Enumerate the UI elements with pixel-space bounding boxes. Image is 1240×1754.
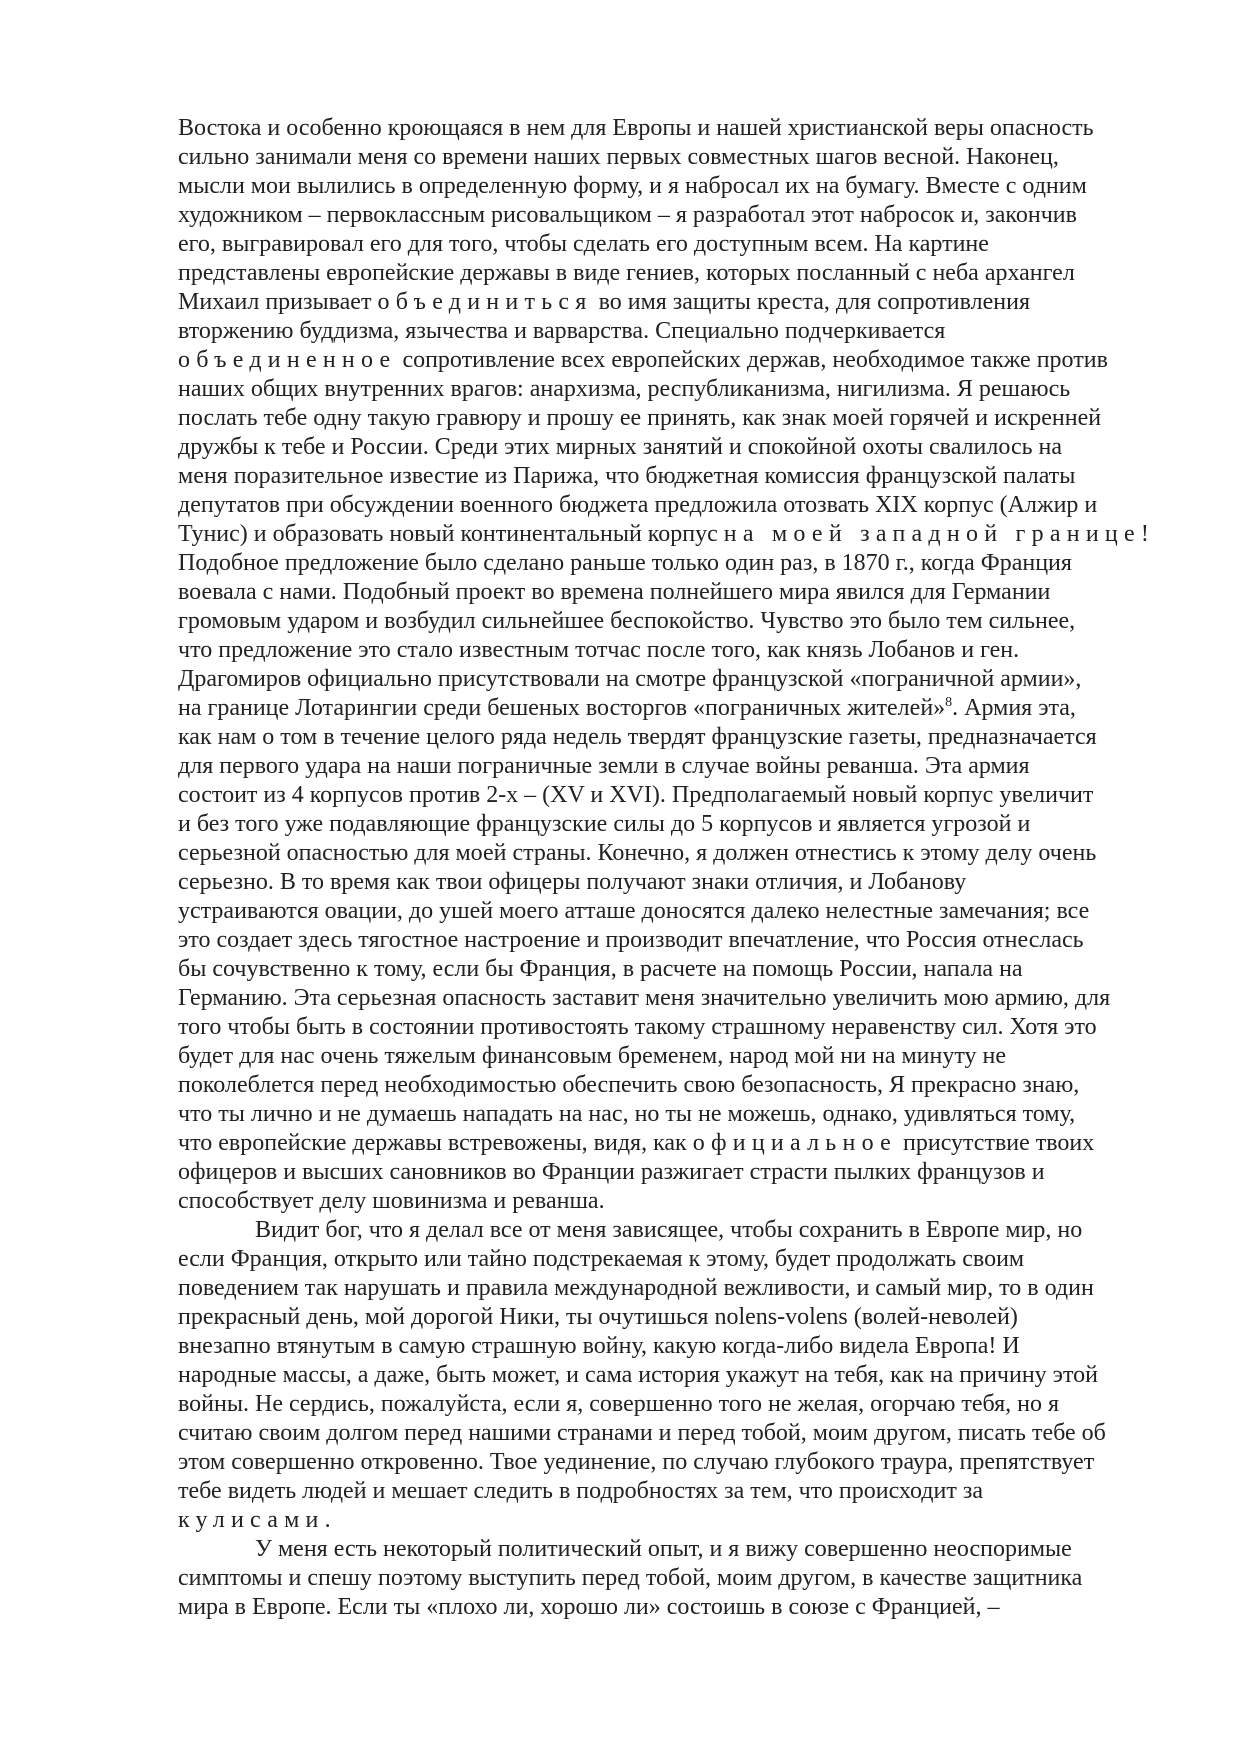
text-line: этом совершенно откровенно. Твое уединение, по случаю глубокого траура, препятствует: [178, 1449, 1095, 1475]
text-line: Подобное предложение было сделано раньше только один раз, в 1870 г., когда Франция: [178, 550, 1072, 576]
text-line: что предложение это стало известным тотчас после того, как князь Лобанов и ген.: [178, 637, 1020, 663]
text-line: тебе видеть людей и мешает следить в подробностях за тем, что происходит за: [178, 1478, 983, 1504]
text-line: [178, 288, 1158, 317]
text-line: если Франция, открыто или тайно подстрекаемая к этому, будет продолжать своим: [178, 1246, 1025, 1272]
text-line: что ты лично и не думаешь нападать на нас, но ты не можешь, однако, удивляться тому,: [178, 1101, 1076, 1127]
paragraph-1: [178, 114, 1158, 1216]
text-line: [178, 346, 1158, 375]
text-segment: Михаил призывает: [178, 289, 378, 315]
text-segment: на границе Лотарингии среди бешеных восторгов «пограничных жителей»: [178, 695, 946, 721]
text-line: для первого удара на наши пограничные земли в случае войны реванша. Эта армия: [178, 753, 1030, 779]
spaced-emphasis: объединенное: [178, 347, 397, 373]
spaced-emphasis: на моей западной границе!: [723, 521, 1156, 547]
text-line: внезапно втянутым в самую страшную войну, какую когда-либо видела Европа! И: [178, 1333, 1020, 1359]
text-line: депутатов при обсуждении военного бюджета предложила отозвать XIX корпус (Алжир и: [178, 492, 1098, 518]
footnote-reference: 8: [945, 695, 953, 710]
text-line: Драгомиров официально присутствовали на смотре французской «пограничной армии»,: [178, 666, 1082, 692]
text-line: и без того уже подавляющие французские силы до 5 корпусов и является угрозой и: [178, 811, 1031, 837]
text-line: серьезной опасностью для моей страны. Конечно, я должен отнестись к этому делу очень: [178, 840, 1097, 866]
text-line: прекрасный день, мой дорогой Ники, ты очутишься nolens-volens (волей-неволей): [178, 1304, 1018, 1330]
text-line: способствует делу шовинизма и реванша.: [178, 1188, 605, 1214]
text-segment: сопротивление всех европейских держав, необходимое также против: [396, 347, 1108, 373]
document-page: [178, 114, 1158, 1622]
text-line: поведением так нарушать и правила международной вежливости, и самый мир, то в один: [178, 1275, 1094, 1301]
spaced-emphasis: официальное: [692, 1130, 897, 1156]
text-line: поколеблется перед необходимостью обеспечить свою безопасность, Я прекрасно знаю,: [178, 1072, 1080, 1098]
text-line: представлены европейские державы в виде гениев, которых посланный с неба архангел: [178, 260, 1075, 286]
text-segment: присутствие твоих: [897, 1130, 1095, 1156]
text-line: будет для нас очень тяжелым финансовым бременем, народ мой ни на минуту не: [178, 1043, 1007, 1069]
text-line: художником – первоклассным рисовальщиком – я разработал этот набросок и, закончив: [178, 202, 1077, 228]
text-line: [178, 1129, 1158, 1158]
text-line: дружбы к тебе и России. Среди этих мирных занятий и спокойной охоты свалилось на: [178, 434, 1063, 460]
text-segment: во имя защиты креста, для сопротивления: [592, 289, 1030, 315]
text-line: народные массы, а даже, быть может, и сама история укажут на тебя, как на причину этой: [178, 1362, 1098, 1388]
text-line: устраиваются овации, до ушей моего атташе доносятся далеко нелестные замечания; все: [178, 898, 1090, 924]
text-line: считаю своим долгом перед нашими странами и перед тобой, моим другом, писать тебе об: [178, 1420, 1106, 1446]
text-line: это создает здесь тягостное настроение и производит впечатление, что Россия отнеслась: [178, 927, 1084, 953]
text-line: как нам о том в течение целого ряда недель твердят французские газеты, предназначается: [178, 724, 1097, 750]
text-line: громовым ударом и возбудил сильнейшее беспокойство. Чувство это было тем сильнее,: [178, 608, 1076, 634]
text-line: бы сочувственно к тому, если бы Франция, в расчете на помощь России, напала на: [178, 956, 1023, 982]
text-line: серьезно. В то время как твои офицеры получают знаки отличия, и Лобанову: [178, 869, 967, 895]
text-line: У меня есть некоторый политический опыт, и я вижу совершенно неоспоримые: [255, 1536, 1072, 1562]
text-line: наших общих внутренних врагов: анархизма, республиканизма, нигилизма. Я решаюсь: [178, 376, 1071, 402]
text-line: меня поразительное известие из Парижа, что бюджетная комиссия французской палаты: [178, 463, 1076, 489]
text-line: [178, 520, 1158, 549]
text-line: [178, 694, 1158, 723]
paragraph-2: [178, 1216, 1158, 1535]
text-line: кулисами.: [178, 1507, 337, 1533]
text-line: Востока и особенно кроющаяся в нем для Европы и нашей христианской веры опасность: [178, 115, 1094, 141]
text-line: войны. Не сердись, пожалуйста, если я, совершенно того не желая, огорчаю тебя, но я: [178, 1391, 1060, 1417]
text-line: воевала с нами. Подобный проект во времена полнейшего мира явился для Германии: [178, 579, 1051, 605]
paragraph-3: [178, 1535, 1158, 1622]
text-line: сильно занимали меня со времени наших первых совместных шагов весной. Наконец,: [178, 144, 1059, 170]
text-line: послать тебе одну такую гравюру и прошу ее принять, как знак моей горячей и искренней: [178, 405, 1102, 431]
text-segment: Тунис) и образовать новый континентальный корпус: [178, 521, 724, 547]
text-line: его, выгравировал его для того, чтобы сделать его доступным всем. На картине: [178, 231, 989, 257]
text-line: состоит из 4 корпусов против 2-х – (XV и XVI). Предполагаемый новый корпус увеличит: [178, 782, 1094, 808]
text-line: мира в Европе. Если ты «плохо ли, хорошо ли» состоишь в союзе с Францией, –: [178, 1594, 1000, 1620]
text-segment: что европейские державы встревожены, видя, как: [178, 1130, 693, 1156]
text-line: мысли мои вылились в определенную форму, и я набросал их на бумагу. Вместе с одним: [178, 173, 1087, 199]
spaced-emphasis: объединиться: [377, 289, 593, 315]
text-segment: . Армия эта,: [952, 695, 1076, 721]
text-line: Германию. Эта серьезная опасность заставит меня значительно увеличить мою армию, для: [178, 985, 1111, 1011]
text-line: Видит бог, что я делал все от меня зависящее, чтобы сохранить в Европе мир, но: [255, 1217, 1083, 1243]
text-line: того чтобы быть в состоянии противостоять такому страшному неравенству сил. Хотя это: [178, 1014, 1097, 1040]
text-line: вторжению буддизма, язычества и варварства. Специально подчеркивается: [178, 318, 946, 344]
text-line: симптомы и спешу поэтому выступить перед тобой, моим другом, в качестве защитника: [178, 1565, 1083, 1591]
text-line: офицеров и высших сановников во Франции разжигает страсти пылких французов и: [178, 1159, 1045, 1185]
